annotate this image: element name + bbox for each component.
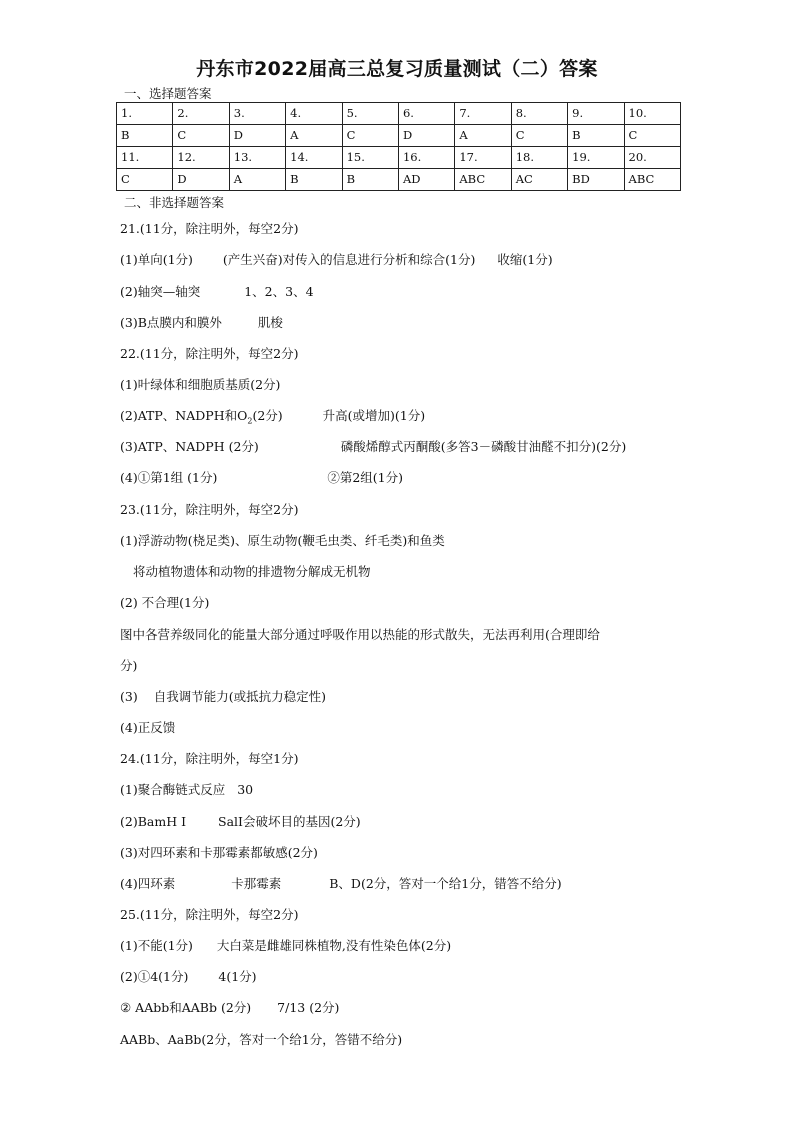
q22-answer-4 [120, 468, 403, 486]
table-cell: 19. [568, 147, 624, 169]
table-row [117, 147, 681, 169]
table-cell: A [229, 169, 285, 191]
q25-heading: 25.(11分，除注明外，每空2分) [120, 907, 299, 922]
table-row [117, 103, 681, 125]
answer-text: (2分) [252, 408, 283, 423]
table-cell: 12. [173, 147, 229, 169]
table-cell: 15. [342, 147, 398, 169]
q25-answer-2c: AABb、AaBb(2分，答对一个给1分，答错不给分) [120, 1032, 403, 1047]
page-title: 丹东市2022届高三总复习质量测试（二）答案 [196, 58, 598, 80]
answer-text: 磷酸烯醇式丙酮酸(多答3－磷酸甘油醛不扣分)(2分) [340, 439, 627, 454]
choice-answer-table [116, 102, 681, 191]
q22-answer-1: (1)叶绿体和细胞质基质(2分) [120, 377, 281, 392]
table-cell: B [568, 125, 624, 147]
answer-text: B、D(2分，答对一个给1分，错答不给分) [329, 876, 562, 891]
table-cell: 5. [342, 103, 398, 125]
q22-answer-2 [120, 406, 425, 426]
table-cell: B [286, 169, 342, 191]
table-cell: 7. [455, 103, 511, 125]
answer-text: (1)聚合酶链式反应 [120, 782, 226, 797]
answer-text: (3)B点膜内和膜外 [120, 315, 222, 330]
table-cell: 13. [229, 147, 285, 169]
table-cell: C [511, 125, 567, 147]
answer-text: (3) [120, 689, 138, 704]
table-cell: 3. [229, 103, 285, 125]
section-choice-heading: 一、选择题答案 [124, 86, 212, 101]
table-cell: ABC [624, 169, 680, 191]
table-cell: C [342, 125, 398, 147]
q22-answer-3 [120, 437, 626, 455]
answer-text: 30 [237, 782, 254, 797]
answer-text: 1、2、3、4 [244, 284, 314, 299]
table-cell: ABC [455, 169, 511, 191]
section-nonchoice-heading: 二、非选择题答案 [124, 195, 225, 210]
q25-answer-1 [120, 936, 451, 954]
q21-answer-1 [120, 250, 553, 268]
table-cell: 16. [398, 147, 454, 169]
table-cell: 18. [511, 147, 567, 169]
subscript: 2 [247, 416, 253, 426]
answer-text: (2)轴突—轴突 [120, 284, 201, 299]
table-cell: 4. [286, 103, 342, 125]
q23-answer-1: (1)浮游动物(桡足类)、原生动物(鞭毛虫类、纤毛类)和鱼类 [120, 533, 445, 548]
table-cell: 11. [117, 147, 173, 169]
q23-answer-2-reason: 图中各营养级同化的能量大部分通过呼吸作用以热能的形式散失，无法再利用(合理即给 [120, 627, 600, 642]
answer-text: (1)不能(1分) [120, 938, 193, 953]
q23-answer-2-reason-cont: 分) [120, 658, 138, 673]
table-cell: C [173, 125, 229, 147]
q24-heading: 24.(11分，除注明外，每空1分) [120, 751, 299, 766]
table-cell: 9. [568, 103, 624, 125]
q23-heading: 23.(11分，除注明外，每空2分) [120, 502, 299, 517]
table-cell: A [286, 125, 342, 147]
answer-text: (2)ATP、NADPH和O [120, 408, 248, 423]
q24-answer-3: (3)对四环素和卡那霉素都敏感(2分) [120, 845, 318, 860]
answer-text: SalI会破坏目的基因(2分) [218, 814, 361, 829]
table-cell: 10. [624, 103, 680, 125]
answer-text: (2)①4(1分) [120, 969, 189, 984]
answer-text: (4)四环素 [120, 876, 176, 891]
q21-heading: 21.(11分，除注明外，每空2分) [120, 221, 299, 236]
q21-answer-3 [120, 313, 283, 331]
q22-heading: 22.(11分，除注明外，每空2分) [120, 346, 299, 361]
answer-text: 自我调节能力(或抵抗力稳定性) [153, 689, 326, 704]
table-cell: AC [511, 169, 567, 191]
table-cell: B [342, 169, 398, 191]
q24-answer-1 [120, 780, 253, 798]
table-cell: B [117, 125, 173, 147]
table-cell: 2. [173, 103, 229, 125]
table-cell: D [398, 125, 454, 147]
answer-text: ②第2组(1分) [327, 470, 404, 485]
table-cell: 20. [624, 147, 680, 169]
answer-text: ② AAbb和AABb (2分) [120, 1000, 252, 1015]
table-cell: A [455, 125, 511, 147]
answer-text: 收缩(1分) [497, 252, 553, 267]
table-cell: 6. [398, 103, 454, 125]
answer-text: 7/13 (2分) [277, 1000, 340, 1015]
table-row [117, 125, 681, 147]
q21-answer-2 [120, 282, 314, 300]
table-cell: C [117, 169, 173, 191]
table-cell: 17. [455, 147, 511, 169]
q24-answer-2 [120, 812, 361, 830]
q23-answer-1b: 将动植物遗体和动物的排遗物分解成无机物 [133, 564, 371, 579]
answer-text: 卡那霉素 [231, 876, 282, 891]
table-cell: D [229, 125, 285, 147]
table-cell: 14. [286, 147, 342, 169]
answer-text: 4(1分) [218, 969, 257, 984]
answer-text: 肌梭 [257, 315, 283, 330]
answer-text: (2)BamH I [120, 814, 187, 829]
q23-answer-4: (4)正反馈 [120, 720, 176, 735]
table-cell: 8. [511, 103, 567, 125]
q23-answer-3 [120, 687, 326, 705]
table-cell: 1. [117, 103, 173, 125]
q25-answer-2 [120, 967, 257, 985]
answer-text: 升高(或增加)(1分) [322, 408, 426, 423]
answer-text: 大白菜是雌雄同株植物,没有性染色体(2分) [216, 938, 452, 953]
table-row [117, 169, 681, 191]
answer-text: (1)单向(1分) [120, 252, 193, 267]
answer-text: (3)ATP、NADPH (2分) [120, 439, 259, 454]
table-cell: BD [568, 169, 624, 191]
q23-answer-2: (2) 不合理(1分) [120, 595, 210, 610]
table-cell: AD [398, 169, 454, 191]
table-cell: D [173, 169, 229, 191]
answer-text: (4)①第1组 (1分) [120, 470, 218, 485]
table-cell: C [624, 125, 680, 147]
answer-text: (产生兴奋)对传入的信息进行分析和综合(1分) [222, 252, 476, 267]
q24-answer-4 [120, 874, 562, 892]
q25-answer-2b [120, 998, 339, 1016]
